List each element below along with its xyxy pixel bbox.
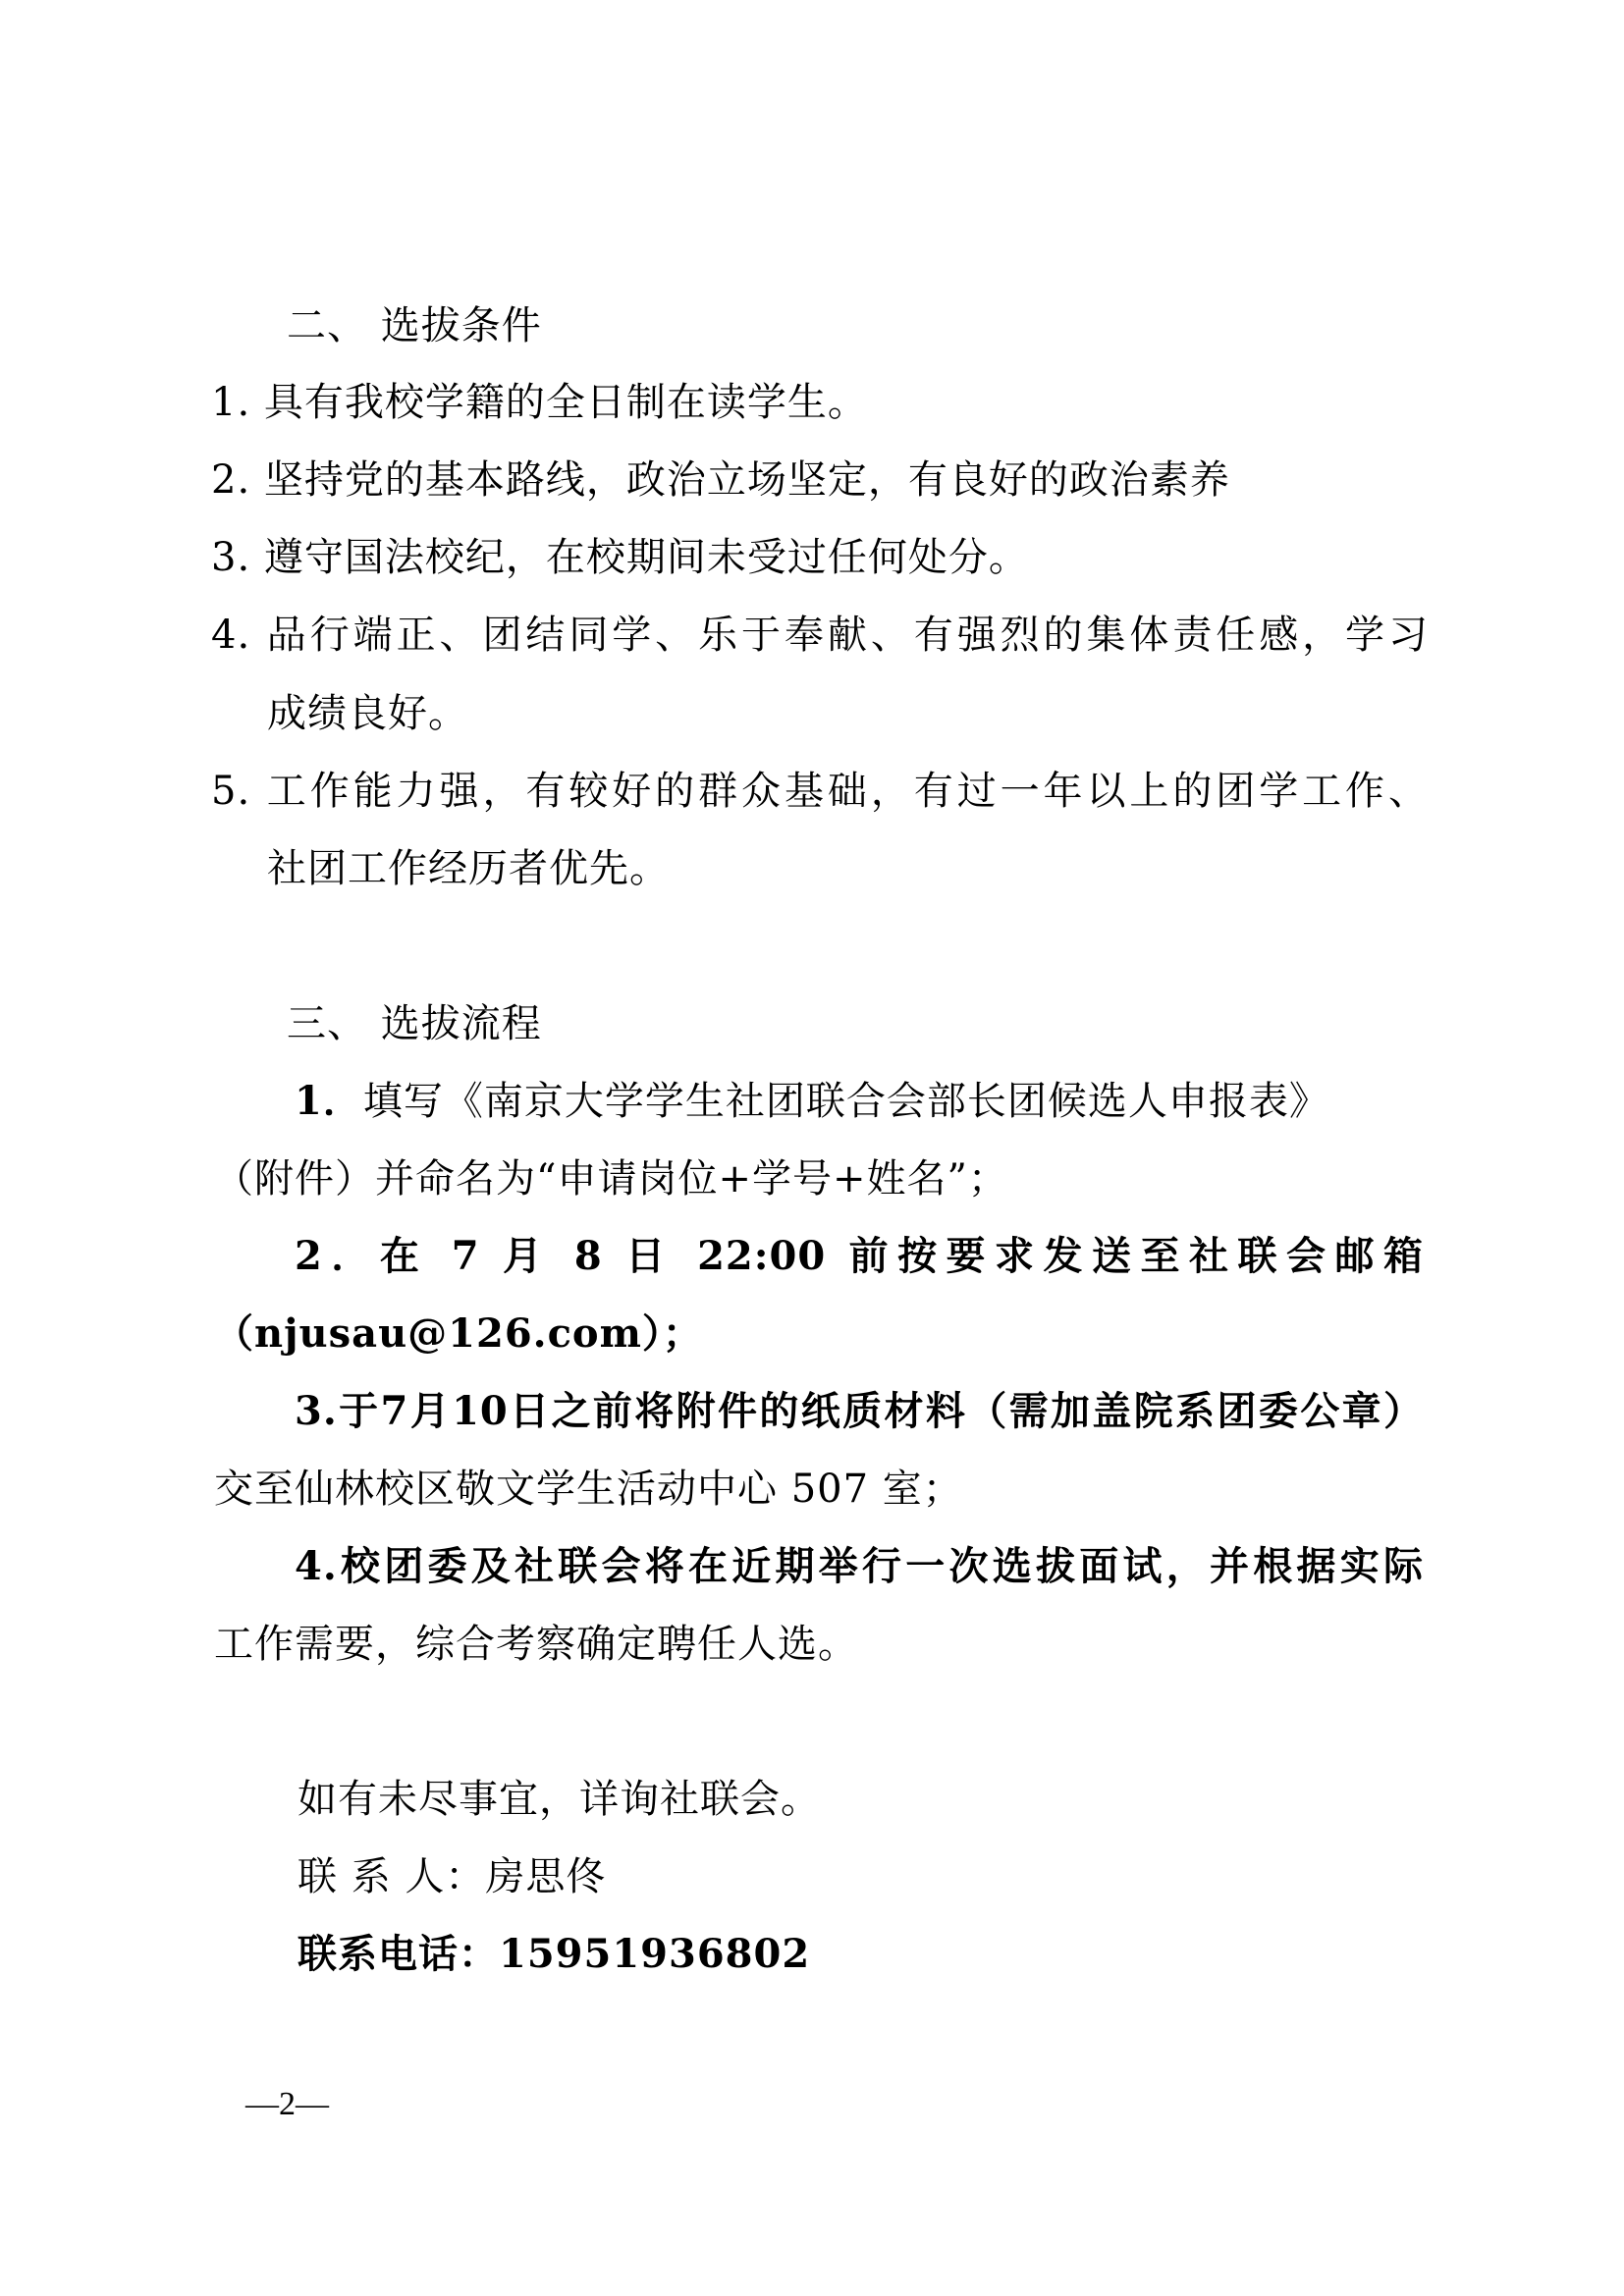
contact-phone-number: 15951936802 bbox=[499, 1931, 811, 1977]
step-2 bbox=[295, 1230, 1424, 1283]
condition-4-continued: 成绩良好。 bbox=[267, 691, 468, 736]
condition-1: 1. 具有我校学籍的全日制在读学生。 bbox=[211, 380, 868, 425]
page-number: —2— bbox=[245, 2086, 329, 2122]
contact-person: 联 系 人：房思佟 bbox=[298, 1854, 607, 1899]
section2-heading: 二、 选拔条件 bbox=[287, 303, 542, 348]
step-3-continued: 交至仙林校区敬文学生活动中心 507 室； bbox=[214, 1467, 963, 1512]
step-4: 4.校团委及社联会将在近期举行一次选拔面试，并根据实际 bbox=[295, 1543, 1424, 1589]
condition-2: 2. 坚持党的基本路线，政治立场坚定，有良好的政治素养 bbox=[211, 457, 1230, 503]
step-3: 3.于7月10日之前将附件的纸质材料（需加盖院系团委公章） bbox=[295, 1388, 1424, 1434]
step-2-text: 在 7 月 8 日 22:00 前按要求发送至社联会邮箱 bbox=[379, 1233, 1424, 1279]
condition-4: 4. 品行端正、团结同学、乐于奉献、有强烈的集体责任感，学习 bbox=[211, 613, 1429, 658]
condition-5-continued: 社团工作经历者优先。 bbox=[267, 846, 670, 891]
contact-phone-label: 联系电话： bbox=[298, 1931, 499, 1977]
step-1-text: 填写《南京大学学生社团联合会部长团候选人申报表》 bbox=[362, 1079, 1329, 1124]
condition-3: 3. 遵守国法校纪，在校期间未受过任何处分。 bbox=[211, 535, 1029, 580]
step-4-continued: 工作需要，综合考察确定聘任人选。 bbox=[214, 1622, 858, 1667]
step-2-number: 2． bbox=[295, 1233, 380, 1279]
step-1 bbox=[295, 1075, 1424, 1128]
step-1-number: 1． bbox=[295, 1078, 363, 1124]
step-2-continued: （njusau@126.com）； bbox=[214, 1310, 703, 1357]
notes-line: 如有未尽事宜，详询社联会。 bbox=[298, 1777, 821, 1822]
contact-phone bbox=[298, 1928, 810, 1981]
section3-heading: 三、 选拔流程 bbox=[287, 1001, 542, 1046]
step-1-continued: （附件）并命名为“申请岗位+学号+姓名”； bbox=[214, 1156, 1008, 1201]
condition-5: 5. 工作能力强，有较好的群众基础，有过一年以上的团学工作、 bbox=[211, 769, 1429, 814]
